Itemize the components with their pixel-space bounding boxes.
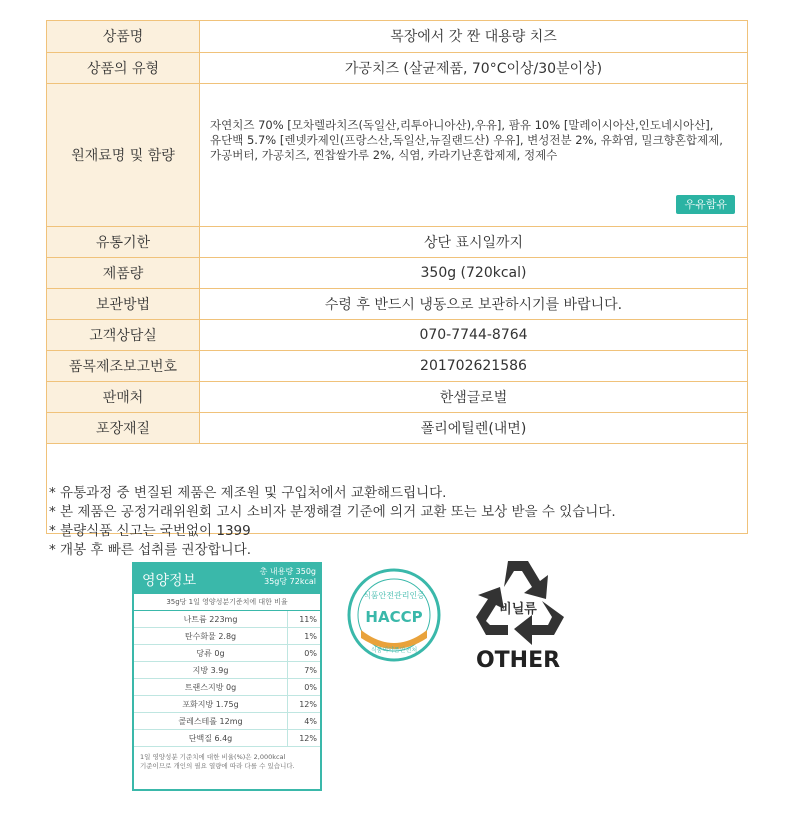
table-row [47, 52, 747, 83]
nutrient-name: 나트륨 223mg [134, 611, 288, 628]
notice-item: * 유통과정 중 변질된 제품은 제조원 및 구입처에서 교환해드립니다. [49, 484, 447, 501]
nutrition-header [134, 564, 320, 594]
table-row [47, 288, 747, 319]
table-row [134, 611, 320, 628]
notice-item: * 불량식품 신고는 국번없이 1399 [49, 522, 251, 539]
row-value: 폴리에틸렌(내면) [200, 412, 748, 443]
table-row [47, 412, 747, 443]
row-label: 보관방법 [47, 288, 200, 319]
nutrition-title: 영양정보 [142, 573, 197, 589]
row-label: 품목제조보고번호 [47, 350, 200, 381]
row-value: 수령 후 반드시 냉동으로 보관하시기를 바랍니다. [200, 288, 748, 319]
recycle-triangle-icon [468, 555, 568, 673]
nutrition-table [134, 611, 320, 747]
nutrition-footnote [134, 747, 320, 771]
row-label: 원재료명 및 함량 [47, 83, 200, 226]
row-value: 목장에서 갓 짠 대용량 치즈 [200, 21, 748, 52]
table-row [134, 628, 320, 645]
table-row [134, 645, 320, 662]
haccp-logo [347, 568, 441, 662]
nutrient-name: 포화지방 1.75g [134, 696, 288, 713]
row-value: 한샘글로벌 [200, 381, 748, 412]
nutrient-pct: 11% [288, 611, 321, 628]
nutrient-pct: 0% [288, 645, 321, 662]
notice-item: * 본 제품은 공정거래위원회 고시 소비자 분쟁해결 기준에 의거 교환 또는 보상 받을 수 있습니다. [49, 503, 616, 520]
table-row [47, 381, 747, 412]
table-row [47, 257, 747, 288]
nutrient-name: 지방 3.9g [134, 662, 288, 679]
table-row [134, 679, 320, 696]
ingredients-line: 자연치즈 70% [모차렐라치즈(독일산,리투아니아산),우유], 팜유 10% [말레이시아산,인도네시아산], [210, 117, 714, 132]
ingredients-line: 유단백 5.7% [렌넷카제인(프랑스산,독일산,뉴질랜드산) 우유], 변성전분 2%, 유화염, 밀크향혼합제제, [210, 132, 723, 147]
ingredients-text [200, 84, 747, 226]
table-row [47, 21, 747, 52]
table-row [134, 713, 320, 730]
haccp-emblem-icon [347, 568, 441, 662]
nutrient-pct: 4% [288, 713, 321, 730]
row-value: 상단 표시일까지 [200, 226, 748, 257]
row-label: 제품량 [47, 257, 200, 288]
row-value: 350g (720kcal) [200, 257, 748, 288]
nutrient-pct: 12% [288, 730, 321, 747]
haccp-bottom-text: 식품의약품안전처 [370, 647, 418, 654]
recycle-inner-text: 비닐류 [499, 602, 537, 617]
nutrient-name: 단백질 6.4g [134, 730, 288, 747]
table-row [47, 350, 747, 381]
product-info-table [47, 21, 747, 444]
ingredients-line: 가공버터, 가공치즈, 찐찹쌀가루 2%, 식염, 카라기난혼합제제, 정제수 [210, 147, 558, 162]
row-value [200, 83, 748, 226]
total-amount: 총 내용량 350g [259, 567, 316, 576]
nutrient-pct: 12% [288, 696, 321, 713]
table-row [134, 696, 320, 713]
nutrient-pct: 1% [288, 628, 321, 645]
row-label: 고객상담실 [47, 319, 200, 350]
nutrient-pct: 0% [288, 679, 321, 696]
total-kcal: 35g당 72kcal [264, 577, 316, 586]
nutrient-pct: 7% [288, 662, 321, 679]
nutrient-name: 콜레스테롤 12mg [134, 713, 288, 730]
notice-list [47, 444, 747, 560]
recycle-bottom-text: OTHER [475, 648, 561, 673]
allergen-badge: 우유함유 [676, 195, 735, 214]
row-label: 포장재질 [47, 412, 200, 443]
table-row [47, 226, 747, 257]
recycle-mark [468, 555, 568, 673]
nutrition-subtitle: 35g당 1일 영양성분기준치에 대한 비율 [134, 594, 320, 611]
row-label: 유통기한 [47, 226, 200, 257]
footnote-line: 기준이므로 개인의 필요 열량에 따라 다를 수 있습니다. [140, 762, 295, 770]
row-value: 가공치즈 (살균제품, 70°C이상/30분이상) [200, 52, 748, 83]
table-row [134, 730, 320, 747]
nutrition-panel [132, 562, 322, 791]
nutrient-name: 트랜스지방 0g [134, 679, 288, 696]
nutrition-total [260, 567, 316, 587]
row-label: 판매처 [47, 381, 200, 412]
table-row [47, 83, 747, 226]
row-value: 201702621586 [200, 350, 748, 381]
nutrient-name: 탄수화물 2.8g [134, 628, 288, 645]
notice-item: * 개봉 후 빠른 섭취를 권장합니다. [49, 541, 252, 558]
table-row [134, 662, 320, 679]
haccp-main-text: HACCP [365, 608, 423, 626]
row-label: 상품명 [47, 21, 200, 52]
haccp-top-text: 식품안전관리인증 [363, 591, 425, 600]
row-value: 070-7744-8764 [200, 319, 748, 350]
table-row [47, 319, 747, 350]
footnote-line: 1일 영양성분 기준치에 대한 비율(%)은 2,000kcal [140, 753, 286, 761]
row-label: 상품의 유형 [47, 52, 200, 83]
nutrient-name: 당류 0g [134, 645, 288, 662]
product-info-frame [46, 20, 748, 558]
